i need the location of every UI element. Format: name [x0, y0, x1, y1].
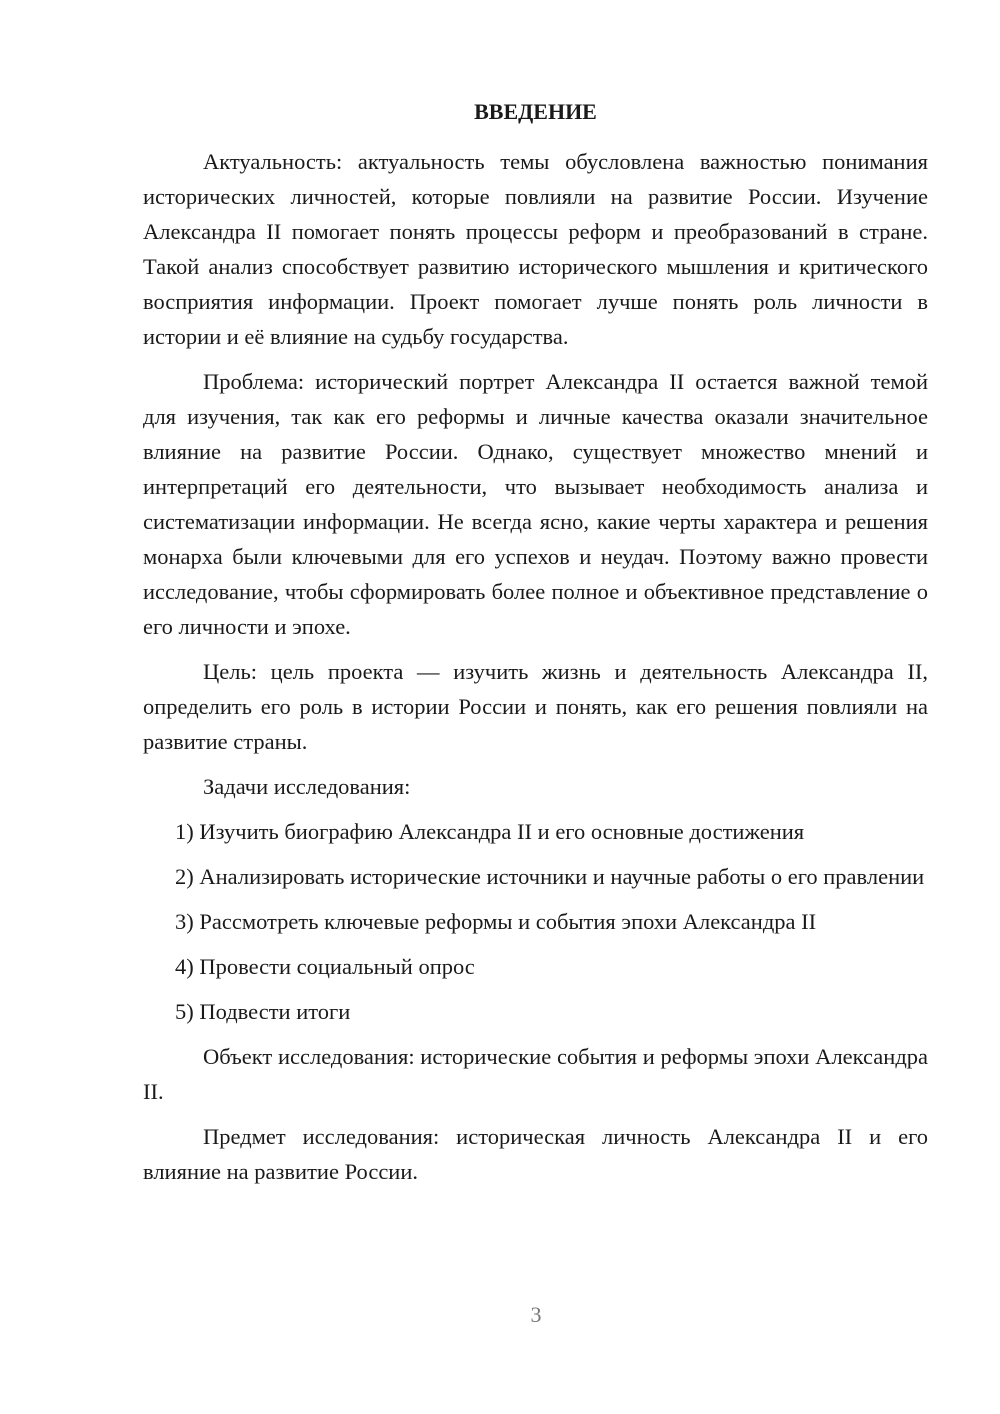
task-item: 1) Изучить биографию Александра II и его основные достижения — [175, 819, 805, 844]
goal-paragraph: Цель: цель проекта — изучить жизнь и деятельность Александра II, определить его роль в истории России и понять, как его решения повлияли на развитие страны. — [143, 659, 928, 754]
page-title: ВВЕДЕНИЕ — [474, 99, 597, 124]
relevance-paragraph: Актуальность: актуальность темы обусловлена важностью понимания исторических личностей, которые повлияли на развитие России. Изучение Александра II помогает понять процессы реформ и преобразований в стране. Такой анализ способствует развитию исторического мышления и критического восприятия информации. Проект помогает лучше понять роль личности в истории и её влияние на судьбу государства. — [143, 149, 928, 349]
object-paragraph: Объект исследования: исторические события и реформы эпохи Александра II. — [143, 1044, 928, 1104]
subject-paragraph: Предмет исследования: историческая личность Александра II и его влияние на развитие России. — [143, 1124, 928, 1184]
page-number: 3 — [530, 1302, 542, 1327]
task-item: 2) Анализировать исторические источники и научные работы о его правлении — [175, 864, 925, 889]
tasks-header: Задачи исследования: — [203, 774, 411, 799]
problem-paragraph: Проблема: исторический портрет Александра II остается важной темой для изучения, так как его реформы и личные качества оказали значительное влияние на развитие России. Однако, существует множество мнений и интерпретаций его деятельности, что вызывает необходимость анализа и систематизации информации. Не всегда ясно, какие черты характера и решения монарха были ключевыми для его успехов и неудач. Поэтому важно провести исследование, чтобы сформировать более полное и объективное представление о его личности и эпохе. — [143, 369, 928, 639]
task-item: 3) Рассмотреть ключевые реформы и события эпохи Александра II — [175, 909, 817, 934]
task-item: 4) Провести социальный опрос — [175, 954, 475, 979]
task-item: 5) Подвести итоги — [175, 999, 351, 1024]
document-page — [143, 94, 928, 1199]
